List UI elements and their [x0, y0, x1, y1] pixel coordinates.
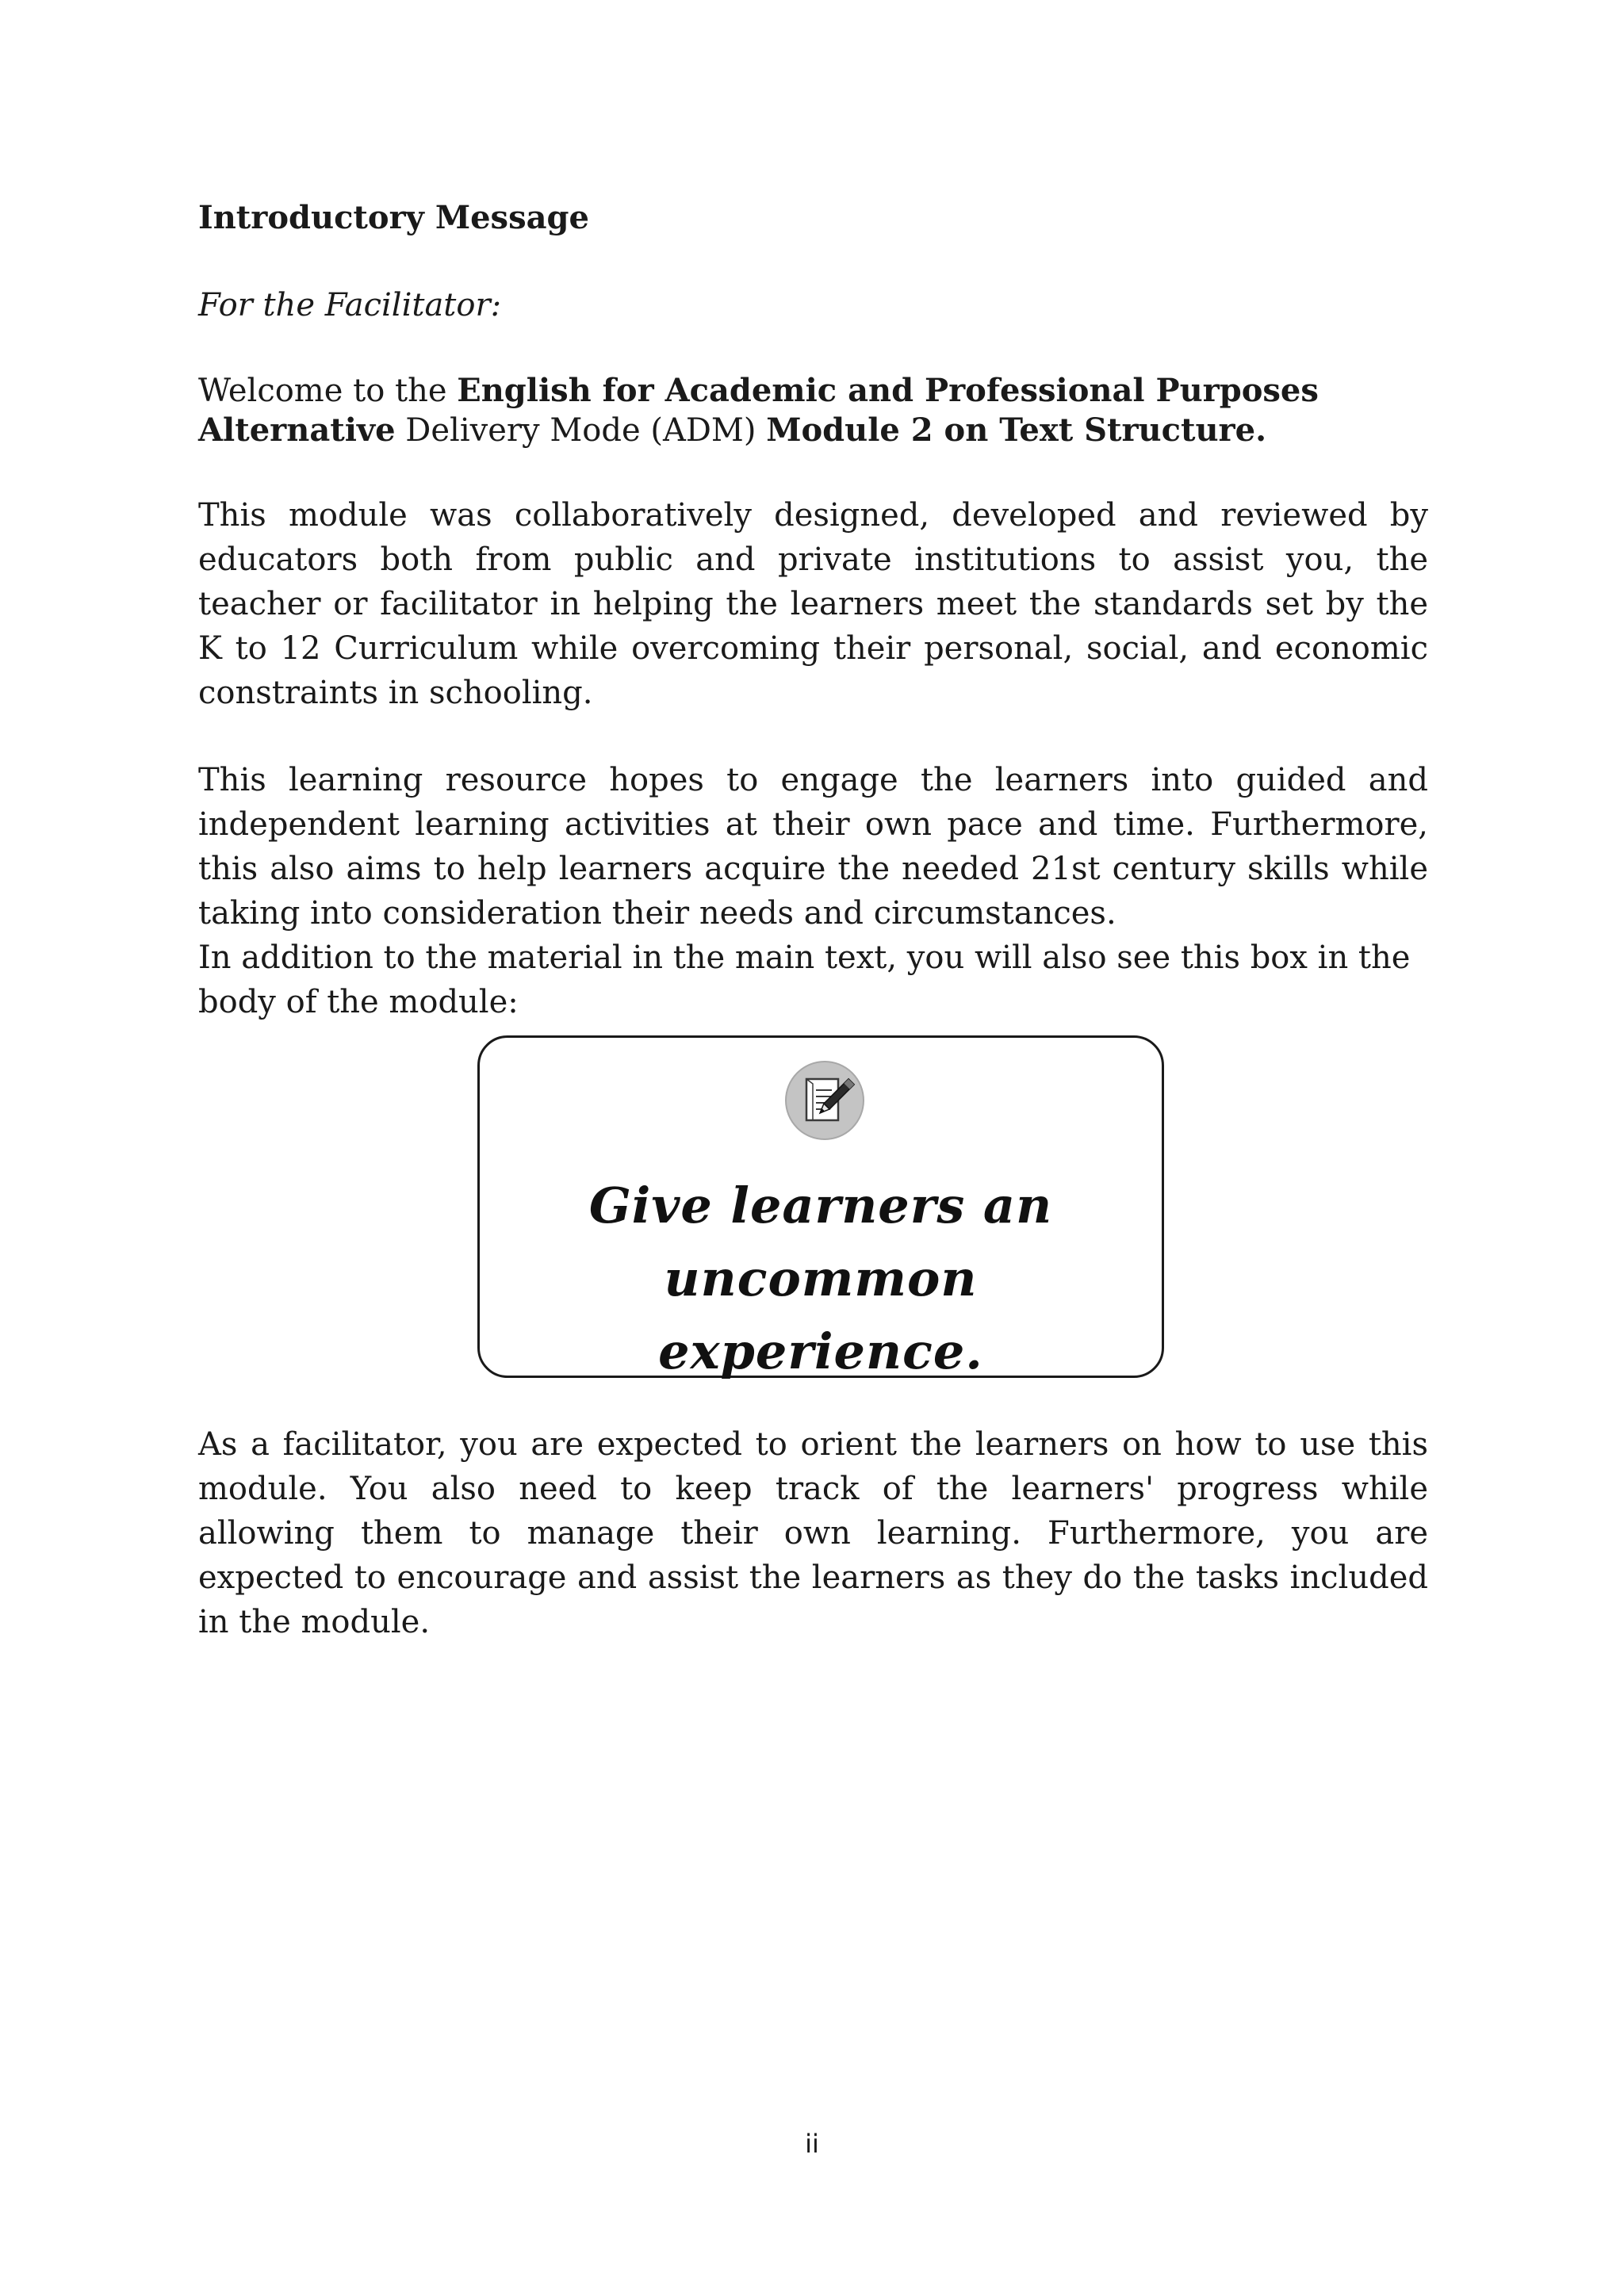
page-subheading: For the Facilitator: — [198, 287, 502, 323]
welcome-middle: Delivery Mode (ADM) — [395, 412, 767, 449]
paragraph-facilitator-role: As a facilitator, you are expected to orient the learners on how to use this module. You also need to keep track of the learners' progress while allowing them to manage their own learning. Furthermore, you are expected to encourage and assist the learners as they do the tasks included in the module. — [198, 1426, 1428, 1640]
paragraph-box-intro: In addition to the material in the main text, you will also see this box in the body of the module: — [198, 939, 1411, 1020]
note-pencil-icon — [784, 1060, 865, 1141]
page-heading: Introductory Message — [198, 199, 589, 236]
welcome-course-title: English for Academic and Professional Purposes Alternative — [198, 372, 1319, 449]
facilitator-callout-box — [477, 1035, 1164, 1378]
welcome-paragraph — [198, 371, 1428, 450]
welcome-prefix: Welcome to the — [198, 373, 458, 409]
callout-text: Give learners an uncommon experience. — [588, 1177, 1053, 1380]
paragraph-module-design: This module was collaboratively designed, developed and reviewed by educators both from public and private institutions to assist you, the teacher or facilitator in helping the learners meet the standards set by the K to 12 Curriculum while overcoming their personal, social, and economic constraints in schooling. — [198, 497, 1428, 711]
paragraph-learning-resource: This learning resource hopes to engage the learners into guided and independent learning activities at their own pace and time. Furthermore, this also aims to help learners acquire the needed 21st century skills while taking into consideration their needs and circumstances. — [198, 762, 1428, 932]
welcome-module-title: Module 2 on Text Structure. — [766, 411, 1266, 449]
page-number: ii — [805, 2129, 819, 2159]
